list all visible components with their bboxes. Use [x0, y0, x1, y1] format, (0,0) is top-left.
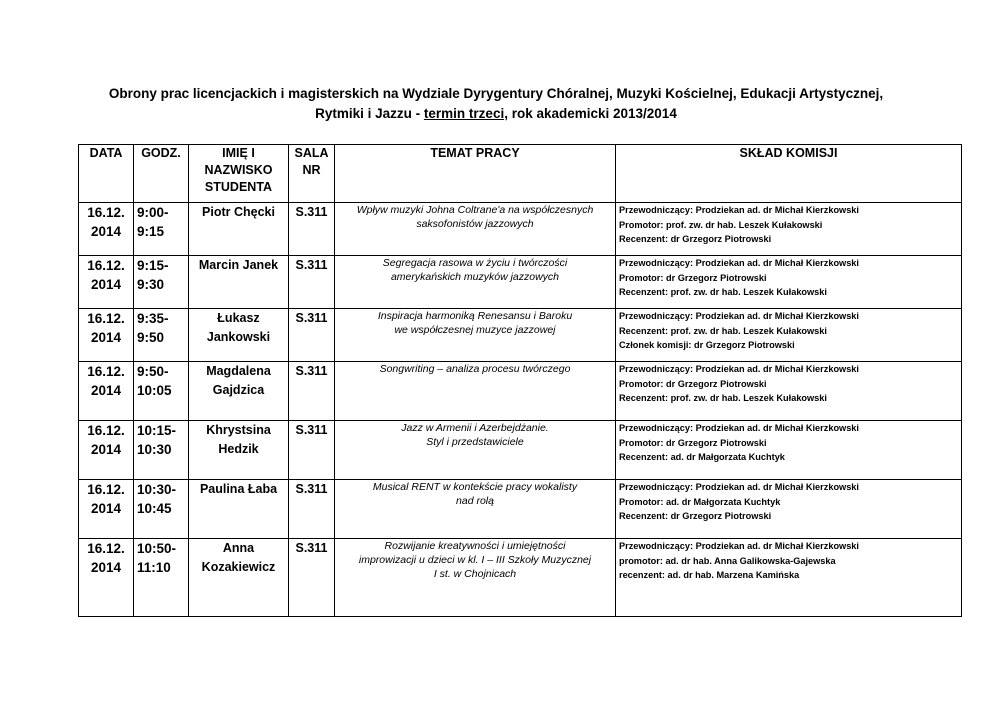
student-first-line: Anna — [222, 541, 255, 555]
title-line-2-post: rok akademicki 2013/2014 — [507, 106, 677, 121]
title-line-1: Obrony prac licencjackich i magisterskich na Wydziale Dyrygentury Chóralnej, Muzyki Kościelnej, Edukacji Artystycznej, — [108, 86, 884, 101]
header-topic: TEMAT PRACY — [335, 145, 616, 203]
cell-committee — [616, 539, 962, 617]
cell-time — [134, 539, 189, 617]
topic-line-1: Jazz w Armenii i Azerbejdżanie. — [401, 422, 549, 434]
committee-member-3: Recenzent: prof. zw. dr hab. Leszek Kułakowski — [619, 393, 827, 403]
committee-member-3: Recenzent: prof. zw. dr hab. Leszek Kułakowski — [619, 287, 827, 297]
topic-line-1: Segregacja rasowa w życiu i twórczości — [382, 257, 568, 269]
cell-committee — [616, 203, 962, 256]
student-first-line: Paulina Łaba — [199, 482, 278, 496]
cell-student-name — [189, 309, 289, 362]
cell-date — [79, 539, 134, 617]
topic-line-1: Musical RENT w kontekście pracy wokalisty — [372, 481, 578, 493]
committee-chair: Przewodniczący: Prodziekan ad. dr Michał Kierzkowski — [619, 311, 859, 321]
committee-chair: Przewodniczący: Prodziekan ad. dr Michał Kierzkowski — [619, 258, 859, 268]
cell-date — [79, 480, 134, 539]
cell-room: S.311 — [289, 203, 335, 256]
header-student-name — [189, 145, 289, 203]
cell-date — [79, 256, 134, 309]
date-day: 16.12. — [87, 258, 125, 273]
defense-schedule-table — [78, 144, 962, 617]
date-day: 16.12. — [87, 205, 125, 220]
time-end: 10:05 — [137, 383, 172, 398]
date-day: 16.12. — [87, 423, 125, 438]
table-row — [79, 256, 962, 309]
committee-chair: Przewodniczący: Prodziekan ad. dr Michał Kierzkowski — [619, 423, 859, 433]
header-name-line-1: IMIĘ I — [222, 146, 255, 160]
title-line-2 — [0, 104, 992, 124]
cell-topic — [335, 362, 616, 421]
cell-student-name — [189, 256, 289, 309]
committee-member-2: Promotor: dr Grzegorz Piotrowski — [619, 437, 767, 448]
student-first-line: Magdalena — [206, 364, 271, 378]
header-room-line-1: SALA — [294, 146, 329, 160]
header-name-line-2: NAZWISKO — [204, 163, 273, 177]
cell-student-name — [189, 203, 289, 256]
time-start: 9:50- — [137, 364, 169, 379]
student-first-line: Piotr Chęcki — [202, 205, 275, 219]
student-second-line: Kozakiewicz — [201, 560, 276, 574]
date-year: 2014 — [90, 383, 122, 398]
cell-topic — [335, 480, 616, 539]
cell-student-name — [189, 421, 289, 480]
student-first-line: Khrystsina — [206, 423, 271, 437]
time-start: 10:15- — [137, 423, 177, 438]
cell-room: S.311 — [289, 362, 335, 421]
committee-chair: Przewodniczący: Prodziekan ad. dr Michał Kierzkowski — [619, 205, 859, 215]
date-year: 2014 — [90, 501, 122, 516]
committee-member-2: promotor: ad. dr hab. Anna Galikowska-Gajewska — [619, 555, 836, 566]
time-start: 9:00- — [137, 205, 169, 220]
topic-line-2: Styl i przedstawiciele — [426, 436, 524, 448]
cell-time — [134, 362, 189, 421]
cell-committee — [616, 480, 962, 539]
header-committee: SKŁAD KOMISJI — [616, 145, 962, 203]
committee-member-2: Promotor: dr Grzegorz Piotrowski — [619, 272, 767, 283]
time-start: 9:35- — [137, 311, 169, 326]
table-row — [79, 421, 962, 480]
cell-date — [79, 421, 134, 480]
time-end: 9:50 — [137, 330, 165, 345]
time-end: 9:30 — [137, 277, 165, 292]
table-row — [79, 539, 962, 617]
cell-room: S.311 — [289, 421, 335, 480]
date-year: 2014 — [90, 277, 122, 292]
committee-member-3: Członek komisji: dr Grzegorz Piotrowski — [619, 340, 795, 350]
table-row — [79, 309, 962, 362]
cell-time — [134, 480, 189, 539]
topic-line-3: I st. w Chojnicach — [433, 568, 517, 580]
student-second-line: Gajdzica — [212, 383, 265, 397]
time-end: 9:15 — [137, 224, 165, 239]
cell-topic — [335, 256, 616, 309]
student-first-line: Łukasz — [217, 311, 260, 325]
cell-committee — [616, 256, 962, 309]
header-date: DATA — [79, 145, 134, 203]
committee-member-2: Promotor: ad. dr Małgorzata Kuchtyk — [619, 496, 781, 507]
committee-member-3: Recenzent: ad. dr Małgorzata Kuchtyk — [619, 452, 785, 462]
cell-room: S.311 — [289, 256, 335, 309]
date-year: 2014 — [90, 442, 122, 457]
date-year: 2014 — [90, 224, 122, 239]
topic-line-2: we współczesnej muzyce jazzowej — [394, 324, 556, 336]
cell-date — [79, 309, 134, 362]
topic-line-2: improwizacji u dzieci w kl. I – III Szkoły Muzycznej — [358, 554, 592, 566]
topic-line-1: Inspiracja harmoniką Renesansu i Baroku — [377, 310, 573, 322]
table-row — [79, 203, 962, 256]
date-day: 16.12. — [87, 311, 125, 326]
date-year: 2014 — [90, 330, 122, 345]
cell-topic — [335, 539, 616, 617]
document-title — [0, 84, 992, 124]
cell-committee — [616, 362, 962, 421]
cell-time — [134, 203, 189, 256]
time-start: 9:15- — [137, 258, 169, 273]
header-room — [289, 145, 335, 203]
topic-line-1: Wpływ muzyki Johna Coltrane'a na współczesnych — [356, 204, 594, 216]
table-header-row — [79, 145, 962, 203]
date-year: 2014 — [90, 560, 122, 575]
cell-time — [134, 421, 189, 480]
time-start: 10:50- — [137, 541, 177, 556]
cell-topic — [335, 203, 616, 256]
time-end: 10:30 — [137, 442, 172, 457]
committee-chair: Przewodniczący: Prodziekan ad. dr Michał Kierzkowski — [619, 541, 859, 551]
cell-student-name — [189, 480, 289, 539]
cell-student-name — [189, 362, 289, 421]
cell-date — [79, 203, 134, 256]
title-line-2-pre: Rytmiki i Jazzu - — [315, 106, 424, 121]
cell-topic — [335, 421, 616, 480]
student-first-line: Marcin Janek — [198, 258, 279, 272]
topic-line-2: nad rolą — [456, 495, 494, 507]
committee-member-2: Promotor: dr Grzegorz Piotrowski — [619, 378, 767, 389]
header-name-line-3: STUDENTA — [204, 180, 273, 194]
table-row — [79, 480, 962, 539]
committee-member-2: Promotor: prof. zw. dr hab. Leszek Kułakowski — [619, 219, 823, 230]
cell-time — [134, 256, 189, 309]
committee-member-3: Recenzent: dr Grzegorz Piotrowski — [619, 511, 772, 521]
table-row — [79, 362, 962, 421]
time-end: 11:10 — [137, 560, 171, 575]
time-start: 10:30- — [137, 482, 177, 497]
cell-committee — [616, 309, 962, 362]
student-second-line: Hedzik — [218, 442, 259, 456]
cell-date — [79, 362, 134, 421]
date-day: 16.12. — [87, 541, 125, 556]
topic-line-1: Rozwijanie kreatywności i umiejętności — [384, 540, 566, 552]
cell-room: S.311 — [289, 480, 335, 539]
topic-line-2: amerykańskich muzyków jazzowych — [390, 271, 560, 283]
date-day: 16.12. — [87, 482, 125, 497]
topic-line-1: Songwriting – analiza procesu twórczego — [379, 363, 571, 375]
date-day: 16.12. — [87, 364, 125, 379]
cell-student-name — [189, 539, 289, 617]
committee-chair: Przewodniczący: Prodziekan ad. dr Michał Kierzkowski — [619, 364, 859, 374]
committee-member-3: recenzent: ad. dr hab. Marzena Kamińska — [619, 570, 800, 580]
time-end: 10:45 — [137, 501, 172, 516]
cell-time — [134, 309, 189, 362]
title-term-underlined: termin trzeci, — [423, 106, 508, 121]
committee-member-3: Recenzent: dr Grzegorz Piotrowski — [619, 234, 772, 244]
committee-member-2: Recenzent: prof. zw. dr hab. Leszek Kułakowski — [619, 325, 827, 336]
committee-chair: Przewodniczący: Prodziekan ad. dr Michał Kierzkowski — [619, 482, 859, 492]
cell-room: S.311 — [289, 309, 335, 362]
cell-topic — [335, 309, 616, 362]
cell-committee — [616, 421, 962, 480]
student-second-line: Jankowski — [206, 330, 271, 344]
cell-room: S.311 — [289, 539, 335, 617]
topic-line-2: saksofonistów jazzowych — [416, 218, 534, 230]
header-room-line-2: NR — [302, 163, 321, 177]
header-time: GODZ. — [134, 145, 189, 203]
